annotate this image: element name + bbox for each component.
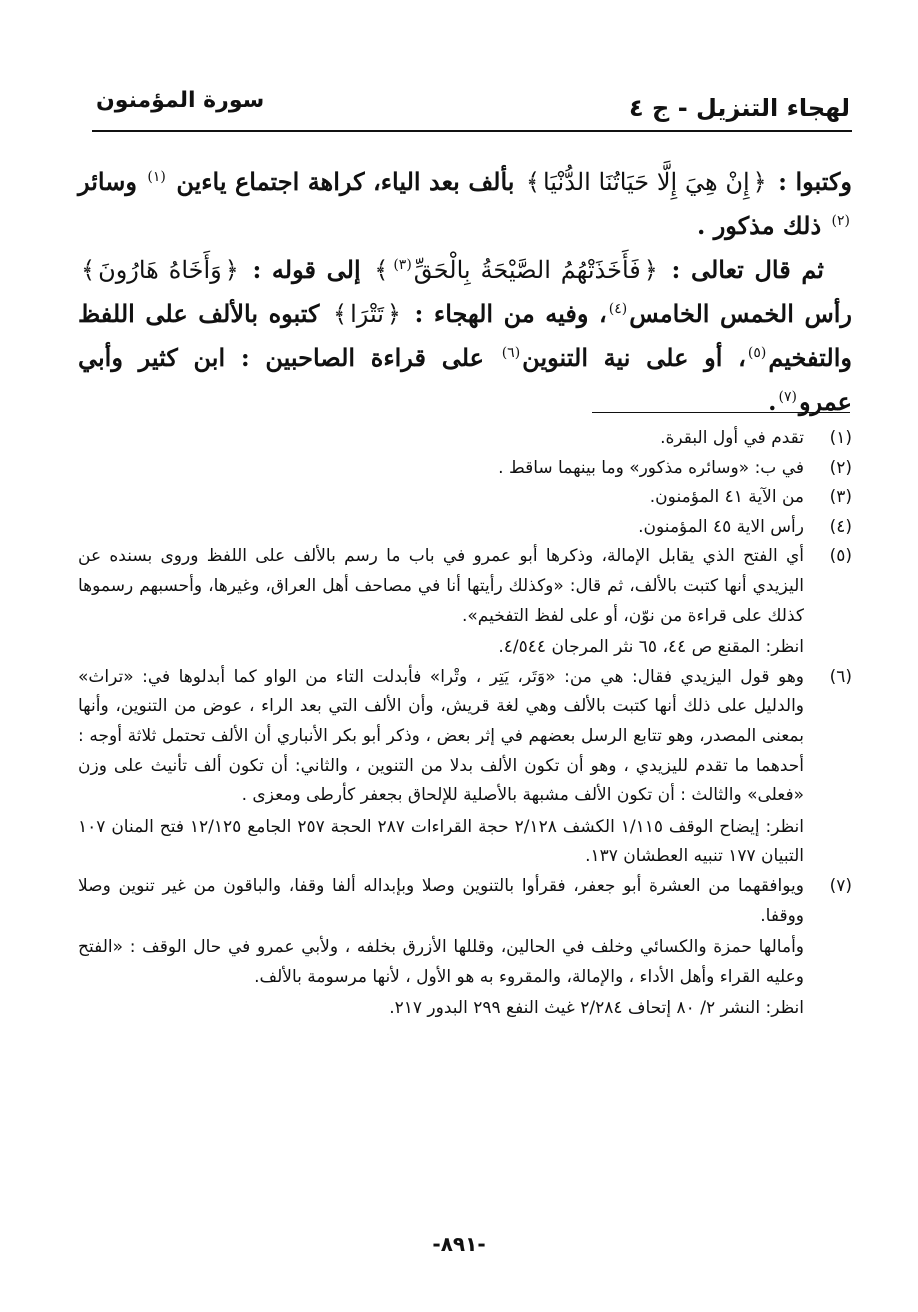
footnote-number: (٤) bbox=[829, 516, 852, 537]
text-run: بألف بعد الياء، كراهة اجتماع ياءين bbox=[176, 167, 515, 196]
page-number: -٨٩١- bbox=[432, 1232, 486, 1256]
footnote-ref-1[interactable]: (١) bbox=[147, 169, 166, 185]
footnote-number: (٧) bbox=[829, 875, 852, 896]
footnote-number: (٥) bbox=[829, 546, 852, 567]
footnote-ref-3[interactable]: (٣) bbox=[393, 257, 412, 273]
footnote-number: (٢) bbox=[829, 457, 852, 478]
footnote-ref-4[interactable]: (٤) bbox=[608, 301, 628, 317]
text-run: على قراءة الصاحبين : ابن كثير وأبي عمرو bbox=[78, 343, 852, 416]
quran-bracket-close: ﴾ bbox=[374, 256, 389, 284]
quran-bracket-open: ﴿ bbox=[224, 256, 239, 284]
surah-title: سورة المؤمنون bbox=[96, 88, 265, 113]
footnote-separator bbox=[592, 412, 850, 413]
quran-verse: إِنْ هِيَ إِلَّا حَيَاتُنَا الدُّنْيَا bbox=[542, 168, 750, 196]
footnote-1 bbox=[78, 424, 852, 454]
footnote-text: تقدم في أول البقرة. bbox=[660, 428, 804, 448]
footnote-ref-2[interactable]: (٢) bbox=[831, 213, 850, 229]
footnote-references: انظر: إيضاح الوقف ١/١١٥ الكشف ٢/١٢٨ حجة القراءات ٢٨٧ الحجة ٢٥٧ الجامع ١٢/١٢٥ فتح المنان ١٠٧ التبيان ١٧٧ تنبيه العطشان ١٣٧. bbox=[78, 816, 804, 867]
footnote-text: في ب: «وسائره مذكور» وما بينهما ساقط . bbox=[498, 457, 804, 478]
text-run: وكتبوا : bbox=[778, 167, 853, 196]
quran-bracket-close: ﴾ bbox=[333, 300, 348, 328]
text-run: إلى قوله : bbox=[252, 255, 361, 284]
text-run: رأس الخمس الخامس bbox=[629, 299, 853, 328]
footnote-number: (٦) bbox=[829, 666, 852, 687]
text-run: ثم قال تعالى : bbox=[671, 255, 824, 284]
footnote-text: وأمالها حمزة والكسائي وخلف في الحالين، وقللها الأزرق بخلفه ، ولأبي عمرو في حال الوقف : «الفتح وعليه القراء وأهل الأداء ، والإمالة، والمقروء به هو الأول ، لأنها مرسومة بالألف. bbox=[78, 937, 804, 987]
footnote-references: انظر: النشر ٢/ ٨٠ إتحاف ٢/٢٨٤ غيث النفع ٢٩٩ البدور ٢١٧. bbox=[389, 998, 804, 1019]
main-text bbox=[78, 160, 852, 424]
footnote-4 bbox=[78, 513, 852, 543]
footnote-references: انظر: المقنع ص ٤٤، ٦٥ نثر المرجان ٤/٥٤٤. bbox=[498, 637, 804, 658]
running-header bbox=[92, 82, 852, 132]
footnote-number: (١) bbox=[829, 428, 852, 448]
footnote-number: (٣) bbox=[829, 487, 852, 508]
text-run: ، أو على نية التنوين bbox=[522, 343, 746, 372]
paragraph-1 bbox=[78, 160, 852, 248]
footnote-5 bbox=[78, 542, 852, 662]
footnote-ref-6[interactable]: (٦) bbox=[501, 345, 521, 361]
footnote-3 bbox=[78, 483, 852, 513]
footnote-ref-5[interactable]: (٥) bbox=[747, 345, 767, 361]
footnote-7 bbox=[78, 872, 852, 1024]
quran-bracket-close: ﴾ bbox=[81, 256, 96, 284]
paragraph-2 bbox=[78, 248, 852, 424]
footnote-text: وهو قول اليزيدي فقال: هي من: «وَتَر، يَتِر ، وتْرا» فأبدلت التاء من الواو كما أبدلوها في: «تراث» والدليل على ذلك أنها كتبت بالألف وهي لغة قريش، وأن الألف التي بعد الراء ، عوض من التنوين، وأنها بمعنى المصدر، وهو تتابع الرسل بعضهم في إثر بعض ، وذكر أبو بكر الأنباري أن الألف تحتمل ثلاثة أوجه : أحدهما ما تقدم لليزيدي ، وهو أن تكون الألف بدلا من التنوين ، والثاني: أن تكون ألف تأنيث على وزن «فعلى» والثالث : أن تكون الألف مشبهة بالأصلية للإلحاق بجعفر كأرطى ومعزى . bbox=[78, 666, 804, 806]
footnotes bbox=[78, 424, 852, 1024]
footnote-text: من الآية ٤١ المؤمنون. bbox=[649, 487, 804, 508]
quran-verse: فَأَخَذَتْهُمُ الصَّيْحَةُ بِالْحَقِّ bbox=[413, 256, 641, 284]
text-run: ، وفيه من الهجاء : bbox=[414, 299, 607, 328]
quran-bracket-open: ﴿ bbox=[752, 168, 767, 196]
text-run: ذلك مذكور . bbox=[697, 211, 822, 240]
footnote-ref-7[interactable]: (٧) bbox=[778, 389, 797, 405]
book-title: لهجاء التنزيل - ج ٤ bbox=[629, 94, 850, 122]
text-run: كتبوه بالألف على اللفظ والتفخيم bbox=[78, 299, 852, 372]
footnote-text: ويوافقهما من العشرة أبو جعفر، فقرأوا بالتنوين وصلا وبإبداله ألفا وقفا، والباقون من غير تنوين وصلا ووقفا. bbox=[78, 875, 804, 926]
quran-verse: وَأَخَاهُ هَارُونَ bbox=[98, 256, 222, 284]
quran-verse: تَتْرَا bbox=[350, 300, 384, 328]
footnote-6 bbox=[78, 663, 852, 872]
quran-bracket-open: ﴿ bbox=[643, 256, 658, 284]
footnote-text: أي الفتح الذي يقابل الإمالة، وذكرها أبو عمرو في باب ما رسم بالألف على اللفظ وروى بسنده عن اليزيدي أنها كتبت بالألف، ثم قال: «وكذلك رأيتها أنا في مصاحف أهل العراق، وغيرها، وأحسبهم رسموها كذلك على قراءة من نوّن، أو على لفظ التفخيم». bbox=[78, 546, 804, 626]
text-run: . bbox=[768, 387, 777, 416]
footnote-text: رأس الاية ٤٥ المؤمنون. bbox=[638, 516, 804, 537]
quran-bracket-open: ﴿ bbox=[386, 300, 401, 328]
quran-bracket-close: ﴾ bbox=[525, 168, 540, 196]
footnote-2 bbox=[78, 454, 852, 484]
text-run: وسائر bbox=[78, 167, 137, 196]
